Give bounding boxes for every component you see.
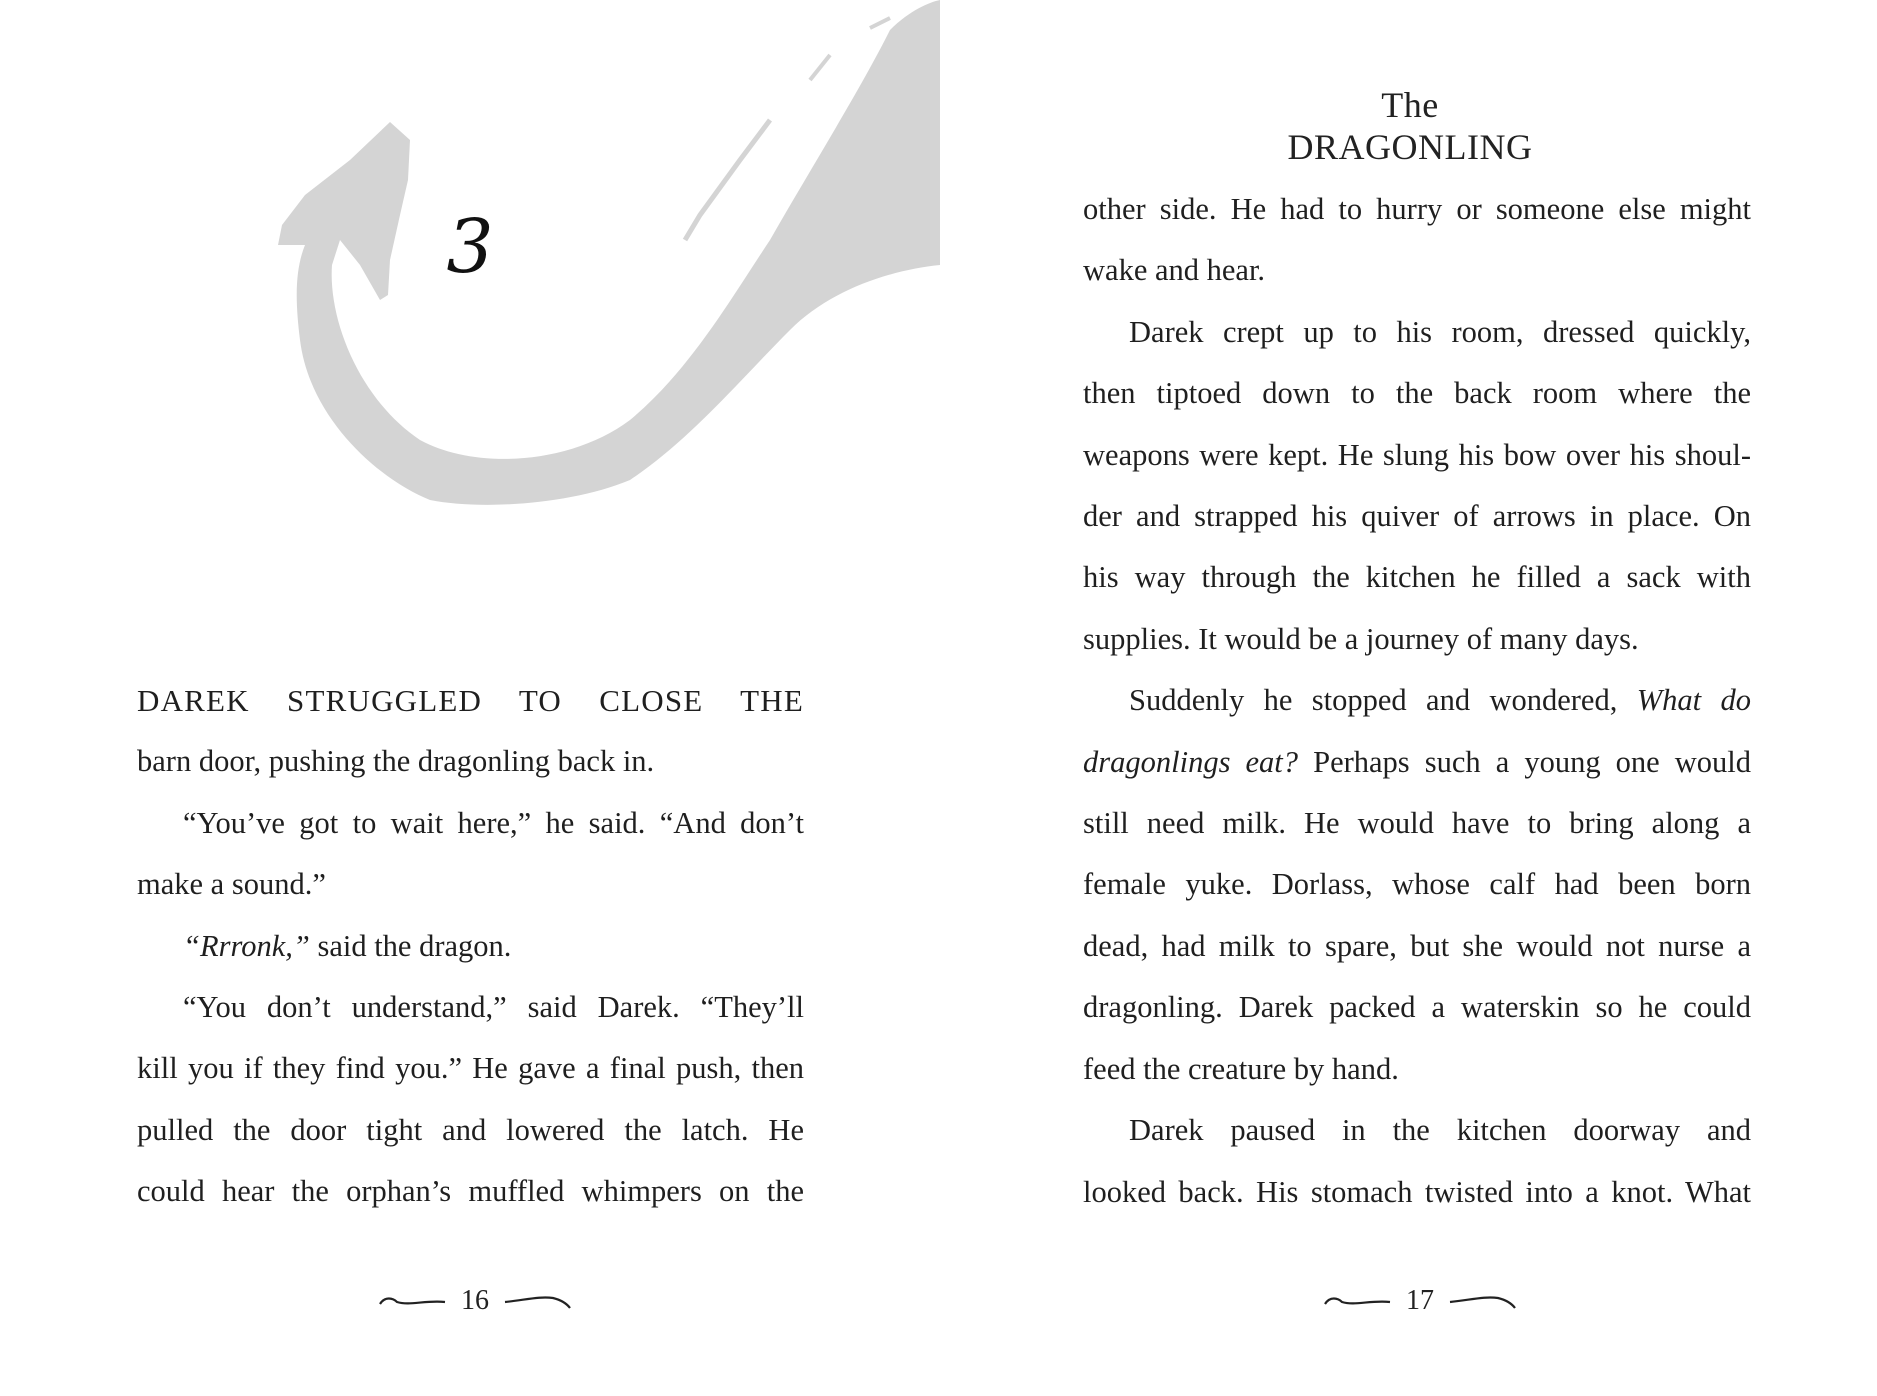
left-page-text	[137, 670, 804, 1223]
text-span: supplies. It would be a journey of many days.	[1083, 621, 1639, 656]
page-number: 17	[1406, 1285, 1434, 1316]
text-span: make a sound.”	[137, 867, 326, 902]
text-line	[137, 854, 804, 915]
text-line	[1083, 179, 1751, 240]
text-span: his way through the kitchen he filled a sack with	[1083, 560, 1751, 595]
text-line	[137, 731, 804, 792]
text-line	[1083, 1162, 1751, 1223]
text-line	[1083, 302, 1751, 363]
text-span: said the dragon.	[309, 928, 512, 963]
text-span: could hear the orphan’s muffled whimpers on the	[137, 1174, 804, 1209]
text-line: DAREK STRUGGLED TO CLOSE THE	[137, 683, 804, 718]
text-span: “You’ve got to wait here,” he said. “And don’t	[183, 805, 804, 840]
text-line	[137, 1100, 804, 1161]
text-line	[1083, 854, 1751, 915]
text-span: barn door, pushing the dragonling back in.	[137, 744, 655, 779]
italic-span: What do	[1636, 683, 1751, 718]
text-line	[137, 793, 804, 854]
text-line	[1083, 793, 1751, 854]
text-line	[1083, 486, 1751, 547]
text-line	[1083, 609, 1751, 670]
text-line	[1083, 670, 1751, 731]
text-span: kill you if they find you.” He gave a final push, then	[137, 1051, 804, 1086]
text-line	[1083, 425, 1751, 486]
text-line	[1083, 1039, 1751, 1100]
page-number-right	[1320, 1282, 1520, 1322]
text-span: dead, had milk to spare, but she would not nurse a	[1083, 928, 1751, 963]
text-span: still need milk. He would have to bring along a	[1083, 806, 1751, 841]
text-line	[1083, 547, 1751, 608]
text-line	[137, 1038, 804, 1099]
text-line	[1083, 1100, 1751, 1161]
right-page-text	[1083, 179, 1751, 1223]
text-span: “You don’t understand,” said Darek. “They’ll	[183, 990, 804, 1025]
text-span: Darek crept up to his room, dressed quickly,	[1129, 314, 1751, 349]
text-span: Perhaps such a young one would	[1298, 744, 1752, 779]
chapter-number: 3	[446, 204, 494, 290]
text-span: Suddenly he stopped and wondered,	[1129, 683, 1637, 718]
text-line	[1083, 732, 1751, 793]
text-span: der and strapped his quiver of arrows in place. On	[1083, 499, 1751, 534]
page-number-left	[375, 1282, 575, 1322]
text-line	[1083, 916, 1751, 977]
italic-span: “Rrronk,”	[183, 928, 310, 963]
italic-span: dragonlings eat?	[1083, 744, 1299, 779]
text-line	[1083, 240, 1751, 301]
running-head: The DRAGONLING	[1287, 85, 1533, 167]
text-span: dragonling. Darek packed a waterskin so he could	[1083, 990, 1751, 1025]
page-number: 16	[461, 1285, 489, 1316]
text-span: looked back. His stomach twisted into a knot. What	[1083, 1174, 1751, 1209]
text-span: then tiptoed down to the back room where the	[1083, 376, 1751, 411]
text-line	[137, 1161, 804, 1222]
text-span: weapons were kept. He slung his bow over his shoul-	[1083, 437, 1751, 472]
opening-line	[137, 670, 804, 731]
dragon-tail-icon	[270, 0, 950, 510]
text-span: feed the creature by hand.	[1083, 1051, 1399, 1086]
text-line	[1083, 363, 1751, 424]
text-span: other side. He had to hurry or someone else might	[1083, 192, 1751, 226]
text-line	[1083, 977, 1751, 1038]
text-span: wake and hear.	[1083, 253, 1266, 288]
text-span: Darek paused in the kitchen doorway and	[1129, 1113, 1751, 1148]
text-line	[137, 916, 804, 977]
text-span: pulled the door tight and lowered the latch. He	[137, 1112, 804, 1147]
text-line	[137, 977, 804, 1038]
text-span: female yuke. Dorlass, whose calf had been born	[1083, 867, 1751, 902]
